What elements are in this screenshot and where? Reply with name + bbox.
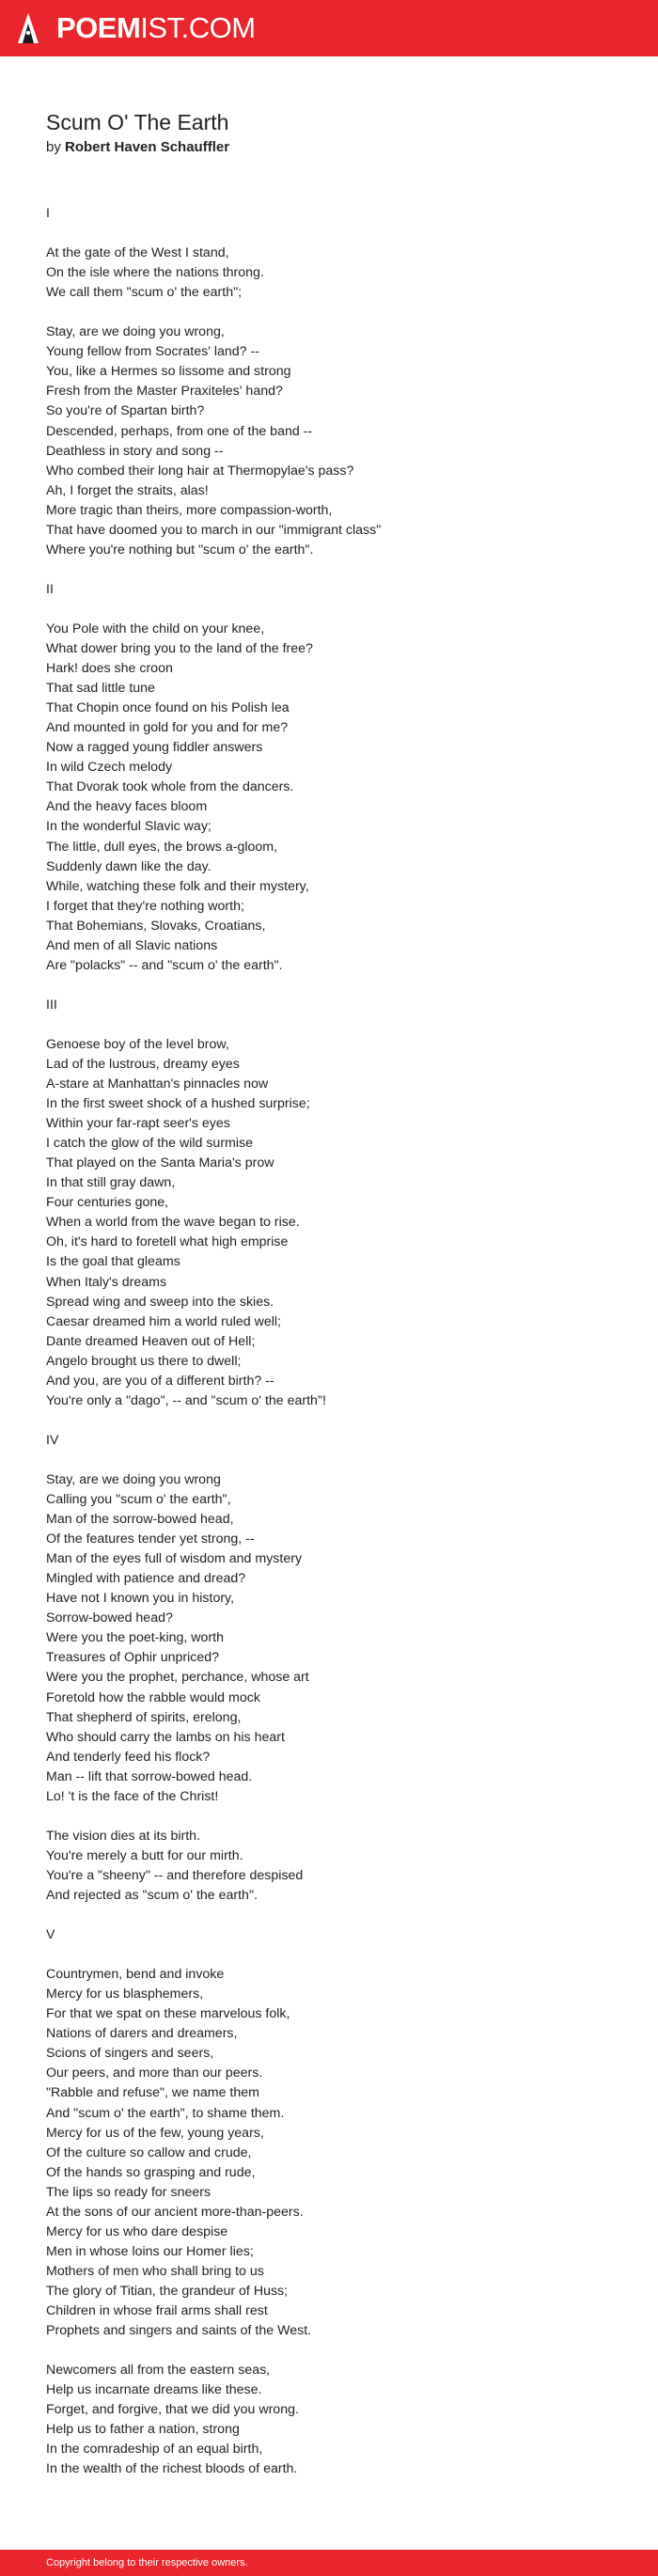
poem-line: The lips so ready for sneers [46,2184,212,2200]
poem-line: At the gate of the West I stand, [46,245,229,261]
poem-line: Are "polacks" -- and "scum o' the earth". [46,957,283,973]
poem-line: What dower bring you to the land of the free? [46,641,313,657]
poem-line: Who should carry the lambs on his heart [46,1729,285,1745]
poem-line: Caesar dreamed him a world ruled well; [46,1313,281,1329]
poem-line: And the heavy faces bloom [46,799,208,815]
poem-line: Who combed their long hair at Thermopylae's pass? [46,463,354,479]
logo-text-bold: POEM [56,11,141,44]
poem-line: Four centuries gone, [46,1195,169,1211]
poem-line [46,1451,610,1470]
poem-header [46,109,610,157]
poem-line: Suddenly dawn like the day. [46,858,212,874]
poem-line [46,1807,610,1827]
author-link[interactable]: Robert Haven Schauffler [65,139,230,155]
poem-line: Mothers of men who shall bring to us [46,2263,264,2279]
poem-line: Spread wing and sweep into the skies. [46,1294,274,1310]
poem-line [46,600,610,620]
poem-line [46,976,610,996]
poem-line: You're a "sheeny" -- and therefore despised [46,1867,304,1883]
poem-line: Sorrow-bowed head? [46,1610,173,1626]
poem-line: V [46,1927,55,1943]
poem-line: Now a ragged young fiddler answers [46,740,263,756]
poem-line: Dante dreamed Heaven out of Hell; [46,1333,256,1349]
poem-line: And "scum o' the earth", to shame them. [46,2105,285,2121]
poem-line: That Bohemians, Slovaks, Croatians, [46,918,266,934]
poem-line: "Rabble and refuse", we name them [46,2085,259,2101]
poem-line: That Dvorak took whole from the dancers. [46,779,294,795]
poem-line: Of the hands so grasping and rude, [46,2164,256,2180]
poem-line: I [46,206,50,221]
poem-line: For that we spat on these marvelous folk, [46,2006,290,2022]
poem-line: Treasures of Ophir unpriced? [46,1650,220,1666]
poem-line: And you, are you of a different birth? -- [46,1373,274,1389]
poem-line: The glory of Titian, the grandeur of Huss; [46,2283,289,2299]
poem-line: The little, dull eyes, the brows a-gloom, [46,839,278,855]
poem-line: IV [46,1432,59,1448]
poem-line: We call them "scum o' the earth"; [46,285,243,301]
poem-line: In the first sweet shock of a hushed surprise; [46,1096,310,1112]
poem-line: Children in whose frail arms shall rest [46,2302,268,2318]
poem-line: Scions of singers and seers, [46,2046,214,2062]
poem-line: Genoese boy of the level brow, [46,1036,229,1052]
poem-line: The vision dies at its birth. [46,1828,201,1844]
poem-line: Oh, it's hard to foretell what high emprise [46,1234,289,1250]
poem-line: Ah, I forget the straits, alas! [46,482,209,498]
poem-line [46,224,610,243]
poem-line: Lad of the lustrous, dreamy eyes [46,1057,240,1073]
poem-line: A-stare at Manhattan's pinnacles now [46,1076,269,1092]
by-label: by [46,139,61,155]
poem-line: Fresh from the Master Praxiteles' hand? [46,384,283,400]
poem-line: Hark! does she croon [46,661,173,677]
site-header [0,0,658,56]
poem-line: Deathless in story and song -- [46,443,224,459]
poem-line: You Pole with the child on your knee, [46,620,265,636]
poem-line: Foretold how the rabble would mock [46,1689,260,1705]
poem-line: That shepherd of spirits, erelong, [46,1709,242,1725]
poem-line: And mounted in gold for you and for me? [46,720,289,736]
poem-line: Man of the eyes full of wisdom and mystery [46,1551,303,1567]
site-logo[interactable] [56,10,256,46]
poem-line: Mercy for us who dare despise [46,2223,228,2239]
poem-line: And tenderly feed his flock? [46,1749,211,1765]
poem-line: At the sons of our ancient more-than-peers. [46,2204,304,2220]
byline [46,138,610,157]
poem-line: Were you the poet-king, worth [46,1630,225,1646]
poem-line: Our peers, and more than our peers. [46,2066,263,2081]
poem-line: In the wonderful Slavic way; [46,819,212,835]
poem-line: Stay, are we doing you wrong, [46,324,225,340]
poem-line: When a world from the wave began to rise. [46,1215,300,1231]
poem-line: When Italy's dreams [46,1274,167,1290]
poem-line: Help us to father a nation, strong [46,2422,240,2438]
poem-line: Mercy for us blasphemers, [46,1987,204,2003]
poem-line: And men of all Slavic nations [46,937,218,953]
poem-line: II [46,581,54,597]
poem-line [46,303,610,322]
poem-line: Countrymen, bend and invoke [46,1967,225,1983]
poem-line: More tragic than theirs, more compassion-worth, [46,502,333,518]
poem-line: I forget that they're nothing worth; [46,898,244,914]
poem-line: Help us incarnate dreams like these. [46,2382,262,2398]
poem-line: Forget, and forgive, that we did you wrong. [46,2402,299,2418]
poem-line: Men in whose loins our Homer lies; [46,2243,254,2259]
poem-line: That have doomed you to march in our "immigrant class" [46,522,382,538]
poem-line [46,1906,610,1925]
poem-line: Descended, perhaps, from one of the band -- [46,423,313,439]
poem-line: In wild Czech melody [46,760,173,776]
poem-line: Man -- lift that sorrow-bowed head. [46,1768,253,1784]
poem-line [46,1411,610,1431]
poem-title: Scum O' The Earth [46,110,229,134]
poem-line [46,2341,610,2361]
poem-line: That played on the Santa Maria's prow [46,1155,274,1171]
poem-line: In the wealth of the richest bloods of earth. [46,2461,298,2477]
poem-line: Have not I known you in history, [46,1591,235,1607]
poem-line: Within your far-rapt seer's eyes [46,1116,230,1132]
site-footer [0,2550,658,2576]
poem-line: Of the features tender yet strong, -- [46,1531,255,1547]
poem-line: III [46,997,57,1013]
poem-line: On the isle where the nations throng. [46,265,264,281]
poem-line: In the comradeship of an equal birth, [46,2442,263,2458]
poem-line: Stay, are we doing you wrong [46,1472,221,1487]
poem-body [46,204,610,2479]
poem-line: You're only a "dago", -- and "scum o' the earth"! [46,1392,326,1408]
poem-line: You, like a Hermes so lissome and strong [46,364,291,380]
poem-line: Nations of darers and dreamers, [46,2026,238,2042]
poem-line: Where you're nothing but "scum o' the earth". [46,542,314,558]
poem-line: Mingled with patience and dread? [46,1571,246,1587]
poem-line [46,560,610,580]
poem-line: Calling you "scum o' the earth", [46,1492,231,1508]
poem-line: While, watching these folk and their mystery, [46,878,309,894]
copyright-notice: Copyright belong to their respective owners. [46,2557,248,2568]
poem-line: Prophets and singers and saints of the West. [46,2323,312,2339]
poem-line: Is the goal that gleams [46,1254,180,1270]
poem-line: So you're of Spartan birth? [46,403,205,419]
poem-line: Of the culture so callow and crude, [46,2144,252,2160]
poem-line [46,1015,610,1035]
poem-line: That Chopin once found on his Polish lea [46,700,290,716]
poem-line: Young fellow from Socrates' land? -- [46,344,259,360]
poem-line: Angelo brought us there to dwell; [46,1353,242,1369]
poem-line: You're merely a butt for our mirth. [46,1847,243,1863]
poem-line: Were you the prophet, perchance, whose art [46,1670,309,1686]
poem-line: Man of the sorrow-bowed head, [46,1512,234,1528]
poem-line: I catch the glow of the wild surmise [46,1136,254,1152]
pen-nib-icon[interactable] [17,12,39,44]
poem-line: And rejected as "scum o' the earth". [46,1887,258,1903]
poem-line: That sad little tune [46,681,155,697]
poem-line: Newcomers all from the eastern seas, [46,2363,271,2379]
logo-text-light: IST.COM [140,11,256,44]
poem-line [46,1945,610,1965]
poem-line: In that still gray dawn, [46,1175,176,1191]
poem-line: Mercy for us of the few, young years, [46,2125,264,2141]
poem-line: Lo! 't is the face of the Christ! [46,1788,219,1804]
